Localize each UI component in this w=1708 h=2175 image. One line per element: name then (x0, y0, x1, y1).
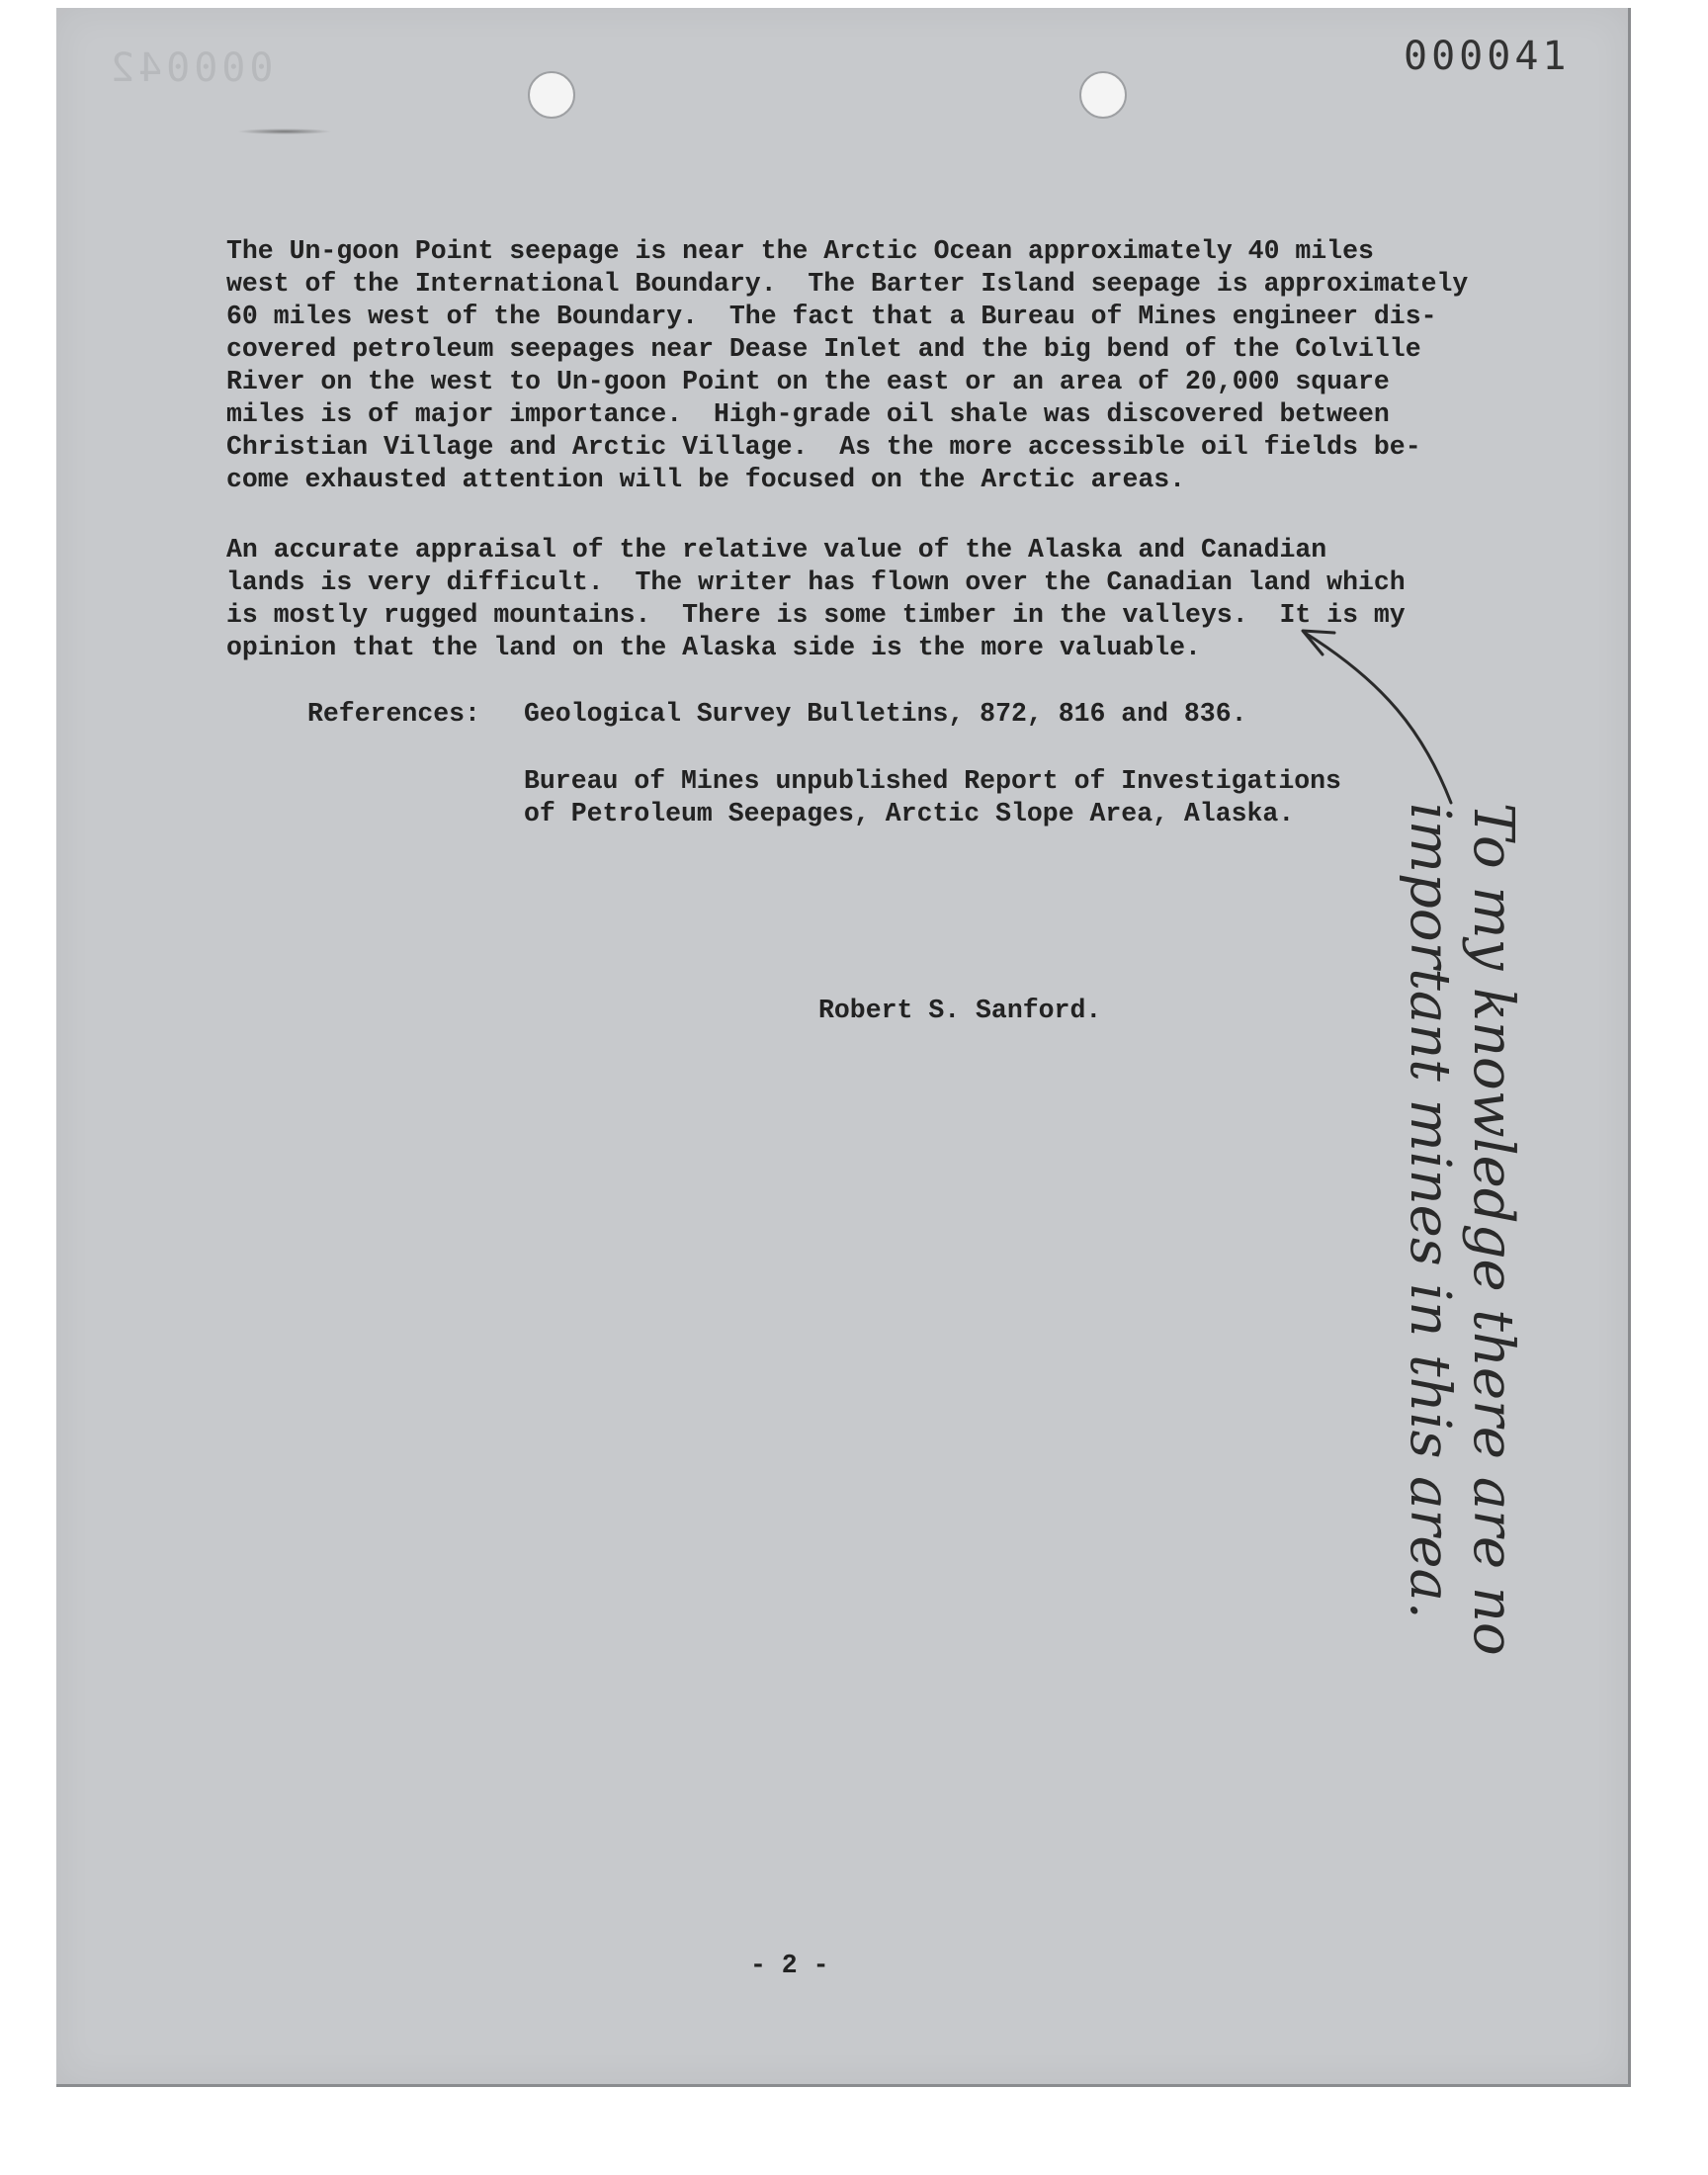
body-paragraph-1: The Un-goon Point seepage is near the Arctic Ocean approximately 40 miles west of the International Boundary. The Barter Island seepage is approximately 60 miles west of the Boundary. The fact that a Bureau of Mines engineer dis- covered petroleum seepages near Dease Inlet and the big bend of the Colville River on the west to Un-goon Point on the east or an area of 20,000 square miles is of major importance. High-grade oil shale was discovered between Christian Village and Arctic Village. As the more accessible oil fields be- come exhausted attention will be focused on the Arctic areas. (226, 236, 1469, 494)
punch-hole-left (528, 71, 575, 119)
reference-item-2: Bureau of Mines unpublished Report of Investigations of Petroleum Seepages, Arctic Slope Area, Alaska. (524, 766, 1341, 828)
signature-line: Robert S. Sanford. (818, 996, 1102, 1025)
references-label: References: (307, 699, 480, 729)
punch-hole-right (1079, 71, 1127, 119)
reference-item-1: Geological Survey Bulletins, 872, 816 and 836. (524, 699, 1247, 729)
handwritten-margin-note: To my knowledge there are no important mines in this area. (1398, 803, 1525, 1656)
page-number: - 2 - (750, 1951, 829, 1980)
bates-number: 000041 (1404, 34, 1571, 79)
ink-smudge (237, 129, 332, 134)
bates-number-bleedthrough: 000042 (107, 45, 274, 91)
body-paragraph-2: An accurate appraisal of the relative value of the Alaska and Canadian lands is very difficult. The writer has flown over the Canadian land which is mostly rugged mountains. There is some timber in the valleys. It is my opinion that the land on the Alaska side is the more valuable. (226, 535, 1406, 662)
